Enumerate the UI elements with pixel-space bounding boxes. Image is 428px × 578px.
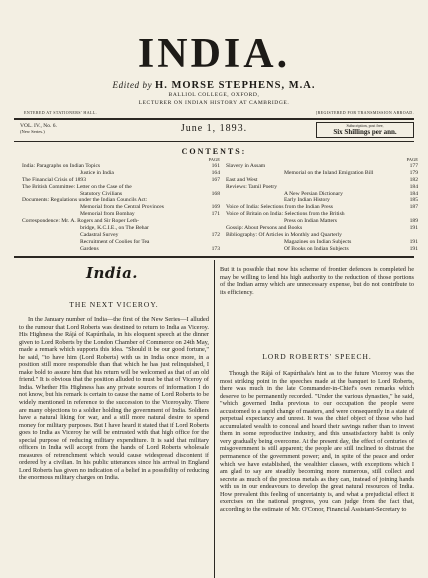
article-heading-next-viceroy: THE NEXT VICEROY. [69,300,159,309]
contents-entry-title: India: Paragraphs on Indian Topics [22,163,101,169]
issue-info [14,123,414,137]
contents-entry [226,177,418,184]
contents-entry [22,191,220,198]
contents-entry-page: 171 [211,211,220,218]
contents-entry-page: 177 [409,163,418,169]
contents-entry-page: 167 [211,176,220,183]
contents-entry-page: 184 [409,190,418,197]
contents-entry [226,246,418,253]
contents-entry-title: bridge, K.C.I.E., on The Behar [80,225,149,232]
contents-rule [14,256,414,258]
contents-entry-title: Statutory Civilians [80,190,123,197]
contents-entry [22,163,220,170]
contents-entry [22,177,220,184]
contents-entry-title: A New Persian Dictionary [284,190,343,197]
subscription-box [316,122,414,138]
contents-entry-title: Cadastral Survey [80,231,119,238]
contents-right-column [226,157,418,253]
section-title: India. [85,264,139,282]
contents-entry-title: Gardens [80,245,99,252]
editor-college: BALLIOL COLLEGE, OXFORD, [168,92,260,98]
editor-position: LECTURER ON INDIAN HISTORY AT CAMBRIDGE. [138,100,290,106]
contents-entry [22,218,220,225]
contents-entry-title: Documents: Regulations under the Indian Councils Act: [22,197,148,204]
entered-notice: ENTERED AT STATIONERS' HALL. [24,110,98,115]
contents-entry-title: Voice of Britain on India: Selections from the British [226,211,345,218]
contents-entry-title: Voice of India: Selections from the Indian Press [226,204,333,211]
contents-entry [226,163,418,170]
contents-entry-title: Memorial from Bombay [80,211,135,218]
contents-entry-page: 184 [409,183,418,190]
contents-entry [22,170,220,177]
contents-entry [226,239,418,246]
contents-entry-page: 172 [211,231,220,238]
contents-entry-page: 161 [211,163,220,169]
contents-entry-title: Slavery in Assam [226,163,266,169]
page-label: PAGE [208,157,220,162]
contents-entry [226,191,418,198]
contents-entry [22,232,220,239]
article-body-next-viceroy: In the January number of India—the first of the New Series—I alluded to the rumour that Lord Roberts was destined to return to India as Viceroy. His Highness the Rájá of Kapúrthala, in his eloquent speech at the dinner given to Lord Roberts by the London Chamber of Commerce on 24th May, made a remark which supports this idea. "Should it be our good fortune," he said, "to have him (Lord Roberts) with us in India once more, in a position still more responsible than that which he has just relinquished, I make bold to assure him that his return will be welcomed as that of an old friend." It is obvious that the position alluded to must be that of Viceroy of India. Whether His Highness has any private sources of information I do not know, but his remark is certain to cause the name of Lord Roberts to be widely mentioned in reference to the succession to the Viceroyalty. There are many objections to a soldier holding the government of India. Soldiers have a natural liking for war, and a still more natural desire to spend money for military purposes. But I have heard it stated that if Lord Roberts goes to India as Viceroy he will be entrusted with that high office for the special purpose of reducing military expenditure. It is said that military officers in India will accept from the hands of Lord Roberts wholesale measures of retrenchment which would cause widespread discontent if ordered by a civilian. In his public utterances since his arrival in England Lord Roberts has given no indication of a belief in a possibility of reducing the enormous military charges on India. [19,316,209,482]
masthead [0,0,428,115]
issue-date: June 1, 1893. [180,123,248,134]
contents-entry-page: 191 [409,245,418,252]
contents-entry [226,211,418,218]
contents-entry-page: 189 [409,218,418,225]
page-label: PAGE [406,157,418,162]
contents-left-column [22,157,220,253]
masthead-rule [14,118,414,120]
article-body-roberts-speech: Though the Rájá of Kapúrthala's hint as to the future Viceroy was the most striking point in the speeches made at the banquet to Lord Roberts, there was much in the late Commander-in-Chief's own remarks which deserve to be permanently recorded. "Under the various dynasties," he said, "which governed India previous to our occupation the people were accustomed to a rapid change of masters, and were consequently in a state of perpetual expectancy and unrest. It was the chief object of those who had accumulated wealth to conceal and hoard their savings rather than to invest them in some reproductive industry, and this unsatisfactory habit is only very gradually being overcome. At the present day, the effect of centuries of misgovernment is still apparent; the people are still inclined to distrust the permanence of the government power; and, in spite of the peace and order which we have established, the wealthier classes, with exceptions which I am glad to say are steadily becoming more numerous, still collect and secrete as much of the precious metals as they can, instead of joining hands with us in our endeavours to develop the great natural resources of India. How prevalent this feeling of uncertainty is, and what a prejudicial effect it exercises on the national progress, you can judge from the fact that, according to the estimate of Mr. O'Conor, Financial Assistant-Secretary to [220,370,414,513]
contents-entry-title: Press on Indian Matters [284,218,337,225]
edited-by-label: Edited by [112,80,153,90]
contents-entry [22,204,220,211]
editor-line [0,80,428,91]
registered-notice: [REGISTERED FOR TRANSMISSION ABROAD. [315,110,414,115]
contents-entry [226,170,418,177]
contents-entry-title: Magazines on Indian Subjects [284,238,352,245]
contents-entry [22,239,220,246]
contents-entry [22,184,220,191]
contents-entry [22,246,220,253]
contents-entry [22,211,220,218]
contents-entry-page: 179 [409,169,418,176]
series-label: (New Series.) [20,129,45,134]
contents-entry-title: The British Committee: Letter on the Case of the [22,183,132,190]
article-continuation: But it is possible that now his scheme of frontier defences is completed he may be willing to lend his high authority to the reduction of those portions of the Indian army which are unnecessary expense, but do not contribute to its efficiency. [220,266,414,296]
contents-entry-page: 191 [409,238,418,245]
contents-entry-title: Of Books on Indian Subjects [284,245,349,252]
contents-entry-title: Recruitment of Coolies for Tea [80,238,150,245]
contents-entry-title: East and West [226,176,258,183]
volume-number: VOL. IV., No. 6. (New Series.) [20,123,57,134]
contents-entry-title: Gossip: About Persons and Books [226,225,303,232]
contents-entry [226,232,418,239]
publication-title: INDIA. [137,31,291,77]
contents-entry-title: Reviews: Tamil Poetry [226,183,278,190]
editor-name: H. MORSE STEPHENS, M.A. [155,80,316,91]
contents-entry [22,225,220,232]
contents-entry-title: The Financial Crisis of 1893 [22,176,87,183]
contents-entry-page: 173 [211,245,220,252]
subscription-price: Six Shillings per ann. [333,128,397,136]
contents-entry-page: 185 [409,197,418,204]
contents-entry [226,218,418,225]
issue-rule [14,141,414,142]
contents-entry-page: 168 [211,190,220,197]
contents-entry-page: 169 [211,204,220,211]
subscription-label: Subscription, post free, [346,123,384,128]
contents-entry-page: 191 [409,225,418,232]
contents-entry-title: Correspondence: Mr. A. Rogers and Sir Roper Leth- [22,218,139,225]
column-divider [214,260,215,578]
contents-entry-title: Memorial from the Central Provinces [80,204,164,211]
contents-entry [22,197,220,204]
article-heading-roberts-speech: LORD ROBERTS' SPEECH. [262,352,372,361]
contents-entry [226,197,418,204]
contents-entry-title: Memorial on the Inland Emigration Bill [284,169,374,176]
contents-heading: CONTENTS: [181,147,247,156]
contents-entry-page: 182 [409,176,418,183]
contents-entry-page: 164 [211,169,220,176]
contents-entry [226,225,418,232]
contents-entry-title: Bibliography: Of Articles in Monthly and Quarterly [226,231,342,238]
contents-entry [226,204,418,211]
contents-entry-title: Early Indian History [284,197,330,204]
contents-entry [226,184,418,191]
contents-entry-title: Justice in India [80,169,114,176]
contents-entry-page: 187 [409,204,418,211]
